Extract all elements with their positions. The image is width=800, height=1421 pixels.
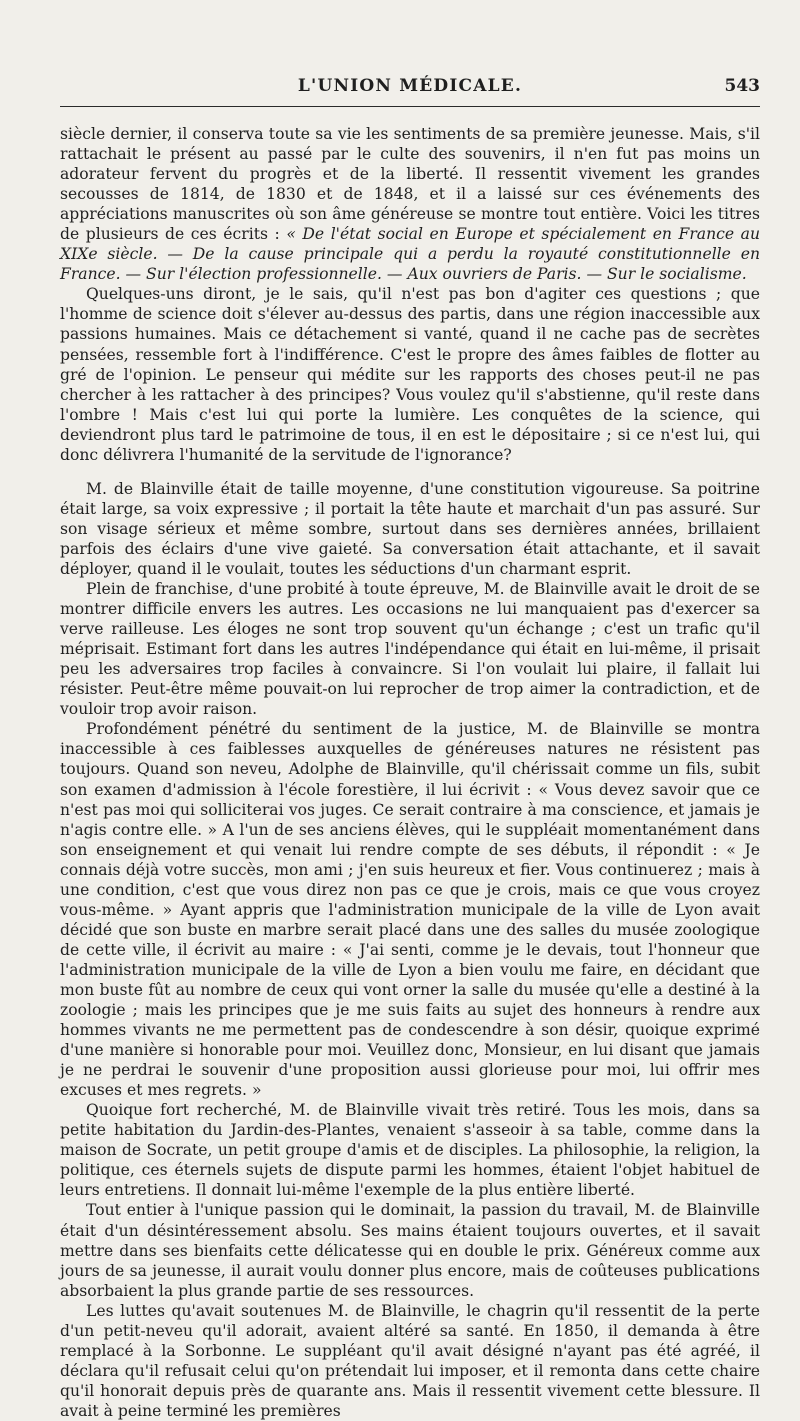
page-header: [60, 76, 760, 100]
paragraph-8: Les luttes qu'avait soutenues M. de Blainville, le chagrin qu'il ressentit de la perte d'un petit-neveu qu'il adorait, avaient altéré sa santé. En 1850, il demanda à être remplacé à la Sorbonne. Le suppléant qu'il avait désigné n'ayant pas été agréé, il déclara qu'il refusait celui qu'on prétendait lui imposer, et il remonta dans cette chaire qu'il honorait depuis près de quarante ans. Mais il ressentit vivement cette blessure. Il avait à peine terminé les premières: [60, 1301, 760, 1420]
paragraph-7: Tout entier à l'unique passion qui le dominait, la passion du travail, M. de Blainville était d'un désintéressement absolu. Ses mains étaient toujours ouvertes, et il savait mettre dans ses bienfaits cette délicatesse qui en double le prix. Généreux comme aux jours de sa jeunesse, il aurait voulu donner plus encore, mais de coûteuses publications absorbaient la plus grande partie de ses ressources.: [60, 1201, 760, 1300]
paragraph-4: Plein de franchise, d'une probité à toute épreuve, M. de Blainville avait le droit de se montrer difficile envers les autres. Les occasions ne lui manquaient pas d'exercer sa verve railleuse. Les éloges ne sont trop souvent qu'un échange ; c'est un trafic qu'il méprisait. Estimant fort dans les autres l'indépendance qui était en lui-même, il prisait peu les adversaires trop faciles à convaincre. Si l'on voulait lui plaire, il fallait lui résister. Peut-être même pouvait-on lui reprocher de trop aimer la contradiction, et de vouloir trop avoir raison.: [60, 580, 760, 719]
header-rule: [60, 106, 760, 107]
paragraph-1-italic-titles: « De l'état social en Europe et spécialement en France au XIXe siècle. — De la cause principale qui a perdu la royauté constitutionnelle en France. — Sur l'élection professionnelle. — Aux ouvriers de Paris. — Sur le socialisme.: [60, 225, 760, 284]
paragraph-3: M. de Blainville était de taille moyenne, d'une constitution vigoureuse. Sa poitrine était large, sa voix expressive ; il portait la tête haute et marchait d'un pas assuré. Sur son visage sérieux et même sombre, surtout dans ses dernières années, brillaient parfois des éclairs d'une vive gaieté. Sa conversation était attachante, et il savait déployer, quand il le voulait, toutes les séductions d'un charmant esprit.: [60, 479, 760, 578]
paragraph-1-text: siècle dernier, il conserva toute sa vie les sentiments de sa première jeunesse. Mais, s'il rattachait le présent au passé par le culte des souvenirs, il n'en fut pas moins un adorateur fervent du progrès et de la liberté. Il ressentit vivement les grandes secousses de 1814, de 1830 et de 1848, et il a laissé sur ces événements des appréciations manuscrites où son âme généreuse se montre tout entière. Voici les titres de plusieurs de ces écrits :: [60, 125, 760, 244]
paragraph-2: Quelques-uns diront, je le sais, qu'il n'est pas bon d'agiter ces questions ; que l'homme de science doit s'élever au-dessus des partis, dans une région inaccessible aux passions humaines. Mais ce détachement si vanté, quand il ne cache pas de secrètes pensées, ressemble fort à l'indifférence. C'est le propre des âmes faibles de flotter au gré de l'opinion. Le penseur qui médite sur les rapports des choses peut-il ne pas chercher à les rattacher à des principes? Vous voulez qu'il s'abstienne, qu'il reste dans l'ombre ! Mais c'est lui qui porte la lumière. Les conquêtes de la science, qui deviendront plus tard le patrimoine de tous, il en est le dépositaire ; si ce n'est lui, qui donc délivrera l'humanité de la servitude de l'ignorance?: [60, 285, 760, 464]
paragraph-6: Quoique fort recherché, M. de Blainville vivait très retiré. Tous les mois, dans sa petite habitation du Jardin-des-Plantes, venaient s'asseoir à sa table, comme dans la maison de Socrate, un petit groupe d'amis et de disciples. La philosophie, la religion, la politique, ces éternels sujets de dispute parmi les hommes, étaient l'objet habituel de leurs entretiens. Il donnait lui-même l'exemple de la plus entière liberté.: [60, 1101, 760, 1200]
page-number: 543: [724, 76, 760, 96]
paragraph-5: Profondément pénétré du sentiment de la justice, M. de Blainville se montra inaccessible à ces faiblesses auxquelles de généreuses natures ne résistent pas toujours. Quand son neveu, Adolphe de Blainville, qu'il chérissait comme un fils, subit son examen d'admission à l'école forestière, il lui écrivit : « Vous devez savoir que ce n'est pas moi qui solliciterai vos juges. Ce serait contraire à ma conscience, et jamais je n'agis contre elle. » A l'un de ses anciens élèves, qui le suppléait momentanément dans son enseignement et qui venait lui rendre compte de ses débuts, il répondit : « Je connais déjà votre succès, mon ami ; j'en suis heureux et fier. Vous continuerez ; mais à une condition, c'est que vous direz non pas ce que je crois, mais ce que vous croyez vous-même. » Ayant appris que l'administration municipale de la ville de Lyon avait décidé que son buste en marbre serait placé dans une des salles du musée zoologique de cette ville, il écrivit au maire : « J'ai senti, comme je le devais, tout l'honneur que l'administration municipale de la ville de Lyon a bien voulu me faire, en décidant que mon buste fût au nombre de ceux qui vont orner la salle du musée qu'elle a destiné à la zoologie ; mais les principes que je me suis faits au sujet des honneurs à rendre aux hommes vivants ne me permettent pas de condescendre à son désir, quoique exprimé d'une manière si honorable pour moi. Veuillez donc, Monsieur, en lui disant que jamais je ne perdrai le souvenir d'une proposition aussi glorieuse pour moi, lui offrir mes excuses et mes regrets. »: [60, 720, 760, 1100]
running-title: L'UNION MÉDICALE.: [297, 76, 523, 96]
paragraph-1: [60, 124, 760, 284]
body-text: [60, 124, 760, 1421]
